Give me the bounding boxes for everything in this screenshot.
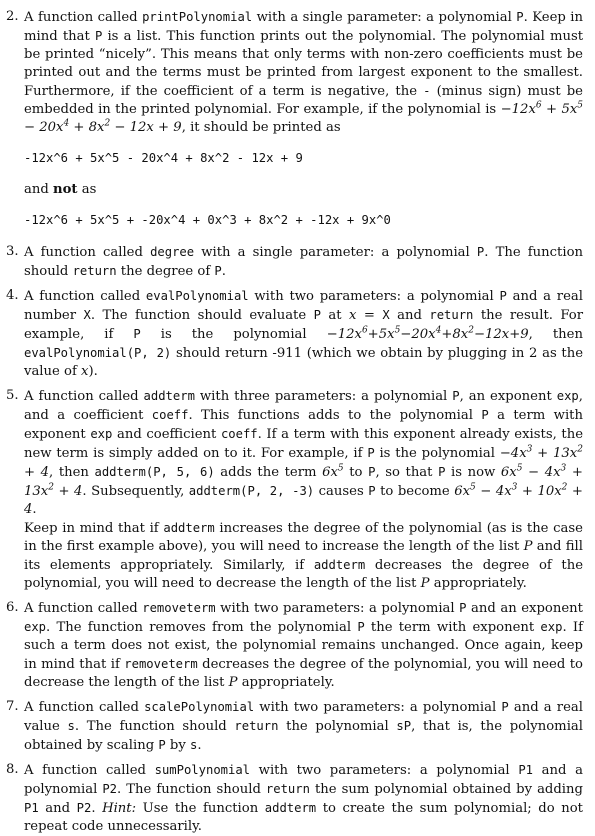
item-text: A function called evalPolynomial with two parameters: a polynomial P and a real number X. The function should evaluate P at x = X and return the result. For example, if P is the polynomial $-12x^6+5x^5-20x^4+8x^2-12x+9$, then evalPolynomial(P, 2) should return -911 (which we obtain by plugging in 2 as the value of x). [24,289,584,379]
list-item-2 [6,8,584,229]
item-text: A function called printPolynomial with a single parameter: a polynomial P. Keep in mind that P is a list. This function prints out the polynomial. The polynomial must be printed “nicely”. This means that only terms with non-zero coefficients must be printed out and the terms must be printed from largest exponent to the smallest. Furthermore, if the coefficient of a term is negative, the - (minus sign) must be embedded in the printed polynomial. For example, if the polynomial is $-12x^6 + 5x^5 - 20x^4 + 8x^2 - 12x + 9$, it should be printed as [24,10,584,135]
code-example-wrong: -12x^6 + 5x^5 + -20x^4 + 0x^3 + 8x^2 + -12x + 9x^0 [24,213,391,227]
item-text: A function called sumPolynomial with two parameters: a polynomial P1 and a polynomial P2. The function should return the sum polynomial obtained by adding P1 and P2. Hint: Use the function addterm to create the sum polynomial; do not repeat code unnecessarily. [24,763,583,834]
list-item-5 [6,387,584,593]
list-item-6 [6,599,583,692]
item-number: 6. [6,600,19,615]
item-text-continued: Keep in mind that if addterm increases the degree of the polynomial (as is the case in the first example above), you will need to increase the length of the list P and fill its elements appropriately. Similarly, if addterm decreases the degree of the polynomial, you will need to decrease the length of the list P appropriately. [24,521,584,591]
item-text: A function called addterm with three parameters: a polynomial P, an exponent exp, and a coefficient coeff. This functions adds to the polynomial P a term with exponent exp and coefficient coeff. If a term with this exponent already exists, the new term is simply added on to it. For example, if P is the polynomial $-4x^3 + 13x^2 + 4$, then addterm(P, 5, 6) adds the term $6x^5$ to P, so that P is now $6x^5 - 4x^3 + 13x^2 + 4$. Subsequently, addterm(P, 2, -3) causes P to become $6x^5 - 4x^3 + 10x^2 + 4$. [24,389,584,517]
item-number: 7. [6,699,19,714]
item-number: 8. [6,762,19,777]
item-text: A function called removeterm with two parameters: a polynomial P and an exponent exp. The function removes from the polynomial P the term with exponent exp. If such a term does not exist, the polynomial remains unchanged. Once again, keep in mind that if removeterm decreases the degree of the polynomial, you will need to decrease the length of the list P appropriately. [24,601,583,690]
list-item-8 [6,761,583,836]
list-item-7 [6,698,583,755]
item-number: 3. [6,244,19,259]
and-not-as: and not as [24,182,97,197]
item-text: A function called degree with a single parameter: a polynomial P. The function should return the degree of P. [24,245,583,279]
list-item-4 [6,287,584,381]
item-number: 2. [6,9,19,24]
code-example-correct: -12x^6 + 5x^5 - 20x^4 + 8x^2 - 12x + 9 [24,151,303,165]
item-number: 5. [6,388,19,403]
list-item-3 [6,243,583,281]
item-text: A function called scalePolynomial with two parameters: a polynomial P and a real value s. The function should return the polynomial sP, that is, the polynomial obtained by scaling P by s. [24,700,583,753]
item-number: 4. [6,288,19,303]
